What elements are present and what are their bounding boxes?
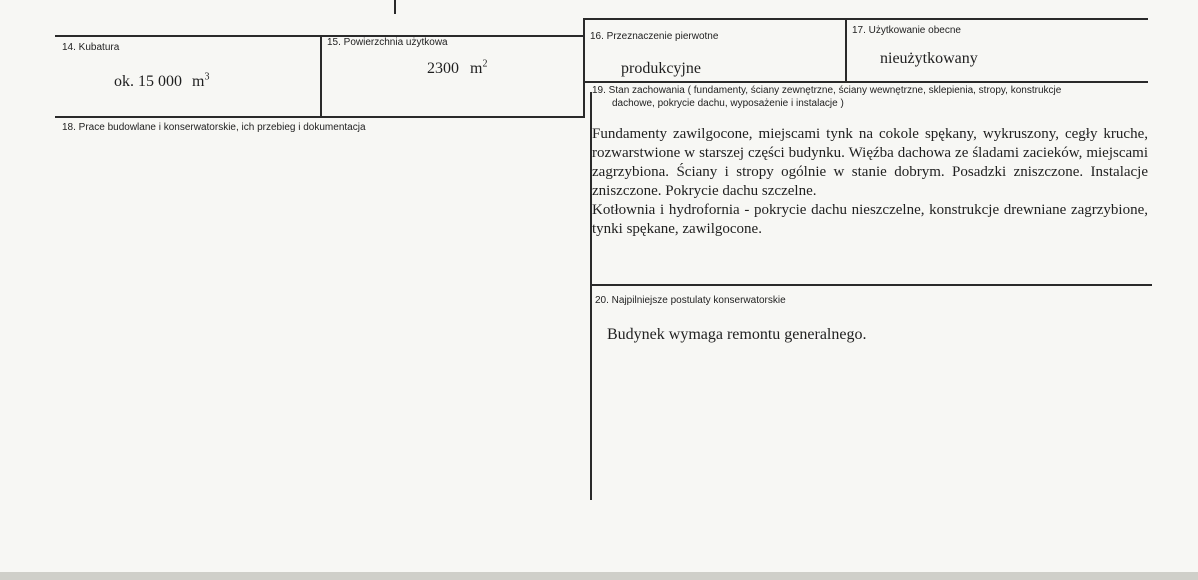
scan-bottom-edge xyxy=(0,572,1198,580)
field-17-label: 17. Użytkowanie obecne xyxy=(852,25,961,36)
field-14-number: ok. 15 000 xyxy=(114,73,182,90)
field-19-paragraph-1: Fundamenty zawilgocone, miejscami tynk na cokole spękany, wykruszony, cegły kruche, rozwarstwione w starszej części budynku. Więźba dachowa ze śladami zacieków, miejscami zagrzybiona. Ściany i stropy ogólnie w stanie dobrym. Posadzki zniszczone. Instalacje zniszczone. Pokrycie dachu szczelne. xyxy=(592,126,1148,199)
field-16-label: 16. Przeznaczenie pierwotne xyxy=(590,31,719,42)
field-18-label: 18. Prace budowlane i konserwatorskie, ich przebieg i dokumentacja xyxy=(62,122,366,133)
field-15-label: 15. Powierzchnia użytkowa xyxy=(327,37,448,48)
field-19-paragraph-2: Kotłownia i hydrofornia - pokrycie dachu nieszczelne, konstrukcje drewniane zagrzybione, tynki spękane, zawilgocone. xyxy=(592,202,1148,237)
field-20-value: Budynek wymaga remontu generalnego. xyxy=(607,326,867,343)
field-16-value: produkcyjne xyxy=(621,60,701,77)
field-19-label-line2: dachowe, pokrycie dachu, wyposażenie i instalacje ) xyxy=(612,98,844,109)
rule-row1-right xyxy=(583,81,1148,83)
field-14-value xyxy=(114,73,209,91)
field-17-value: nieużytkowany xyxy=(880,50,978,67)
field-14-unit: $m^3$ xyxy=(192,71,210,90)
field-20-label: 20. Najpilniejsze postulaty konserwatorskie xyxy=(595,295,786,306)
rule-col-14-15 xyxy=(320,35,322,117)
field-19-label-line1: 19. Stan zachowania ( fundamenty, ściany zewnętrzne, ściany wewnętrzne, sklepienia, stropy, konstrukcje xyxy=(592,85,1062,96)
field-15-number: 2300 xyxy=(427,60,459,77)
field-19-description xyxy=(592,125,1148,239)
rule-top-right xyxy=(583,18,1148,20)
rule-col-left-right xyxy=(583,18,585,116)
rule-section20 xyxy=(590,284,1152,286)
field-15-value xyxy=(427,60,487,78)
rule-col-16-17 xyxy=(845,18,847,82)
field-14-label: 14. Kubatura xyxy=(62,42,120,53)
top-stub-line xyxy=(394,0,396,14)
field-15-unit: $m^2$ xyxy=(470,58,488,77)
